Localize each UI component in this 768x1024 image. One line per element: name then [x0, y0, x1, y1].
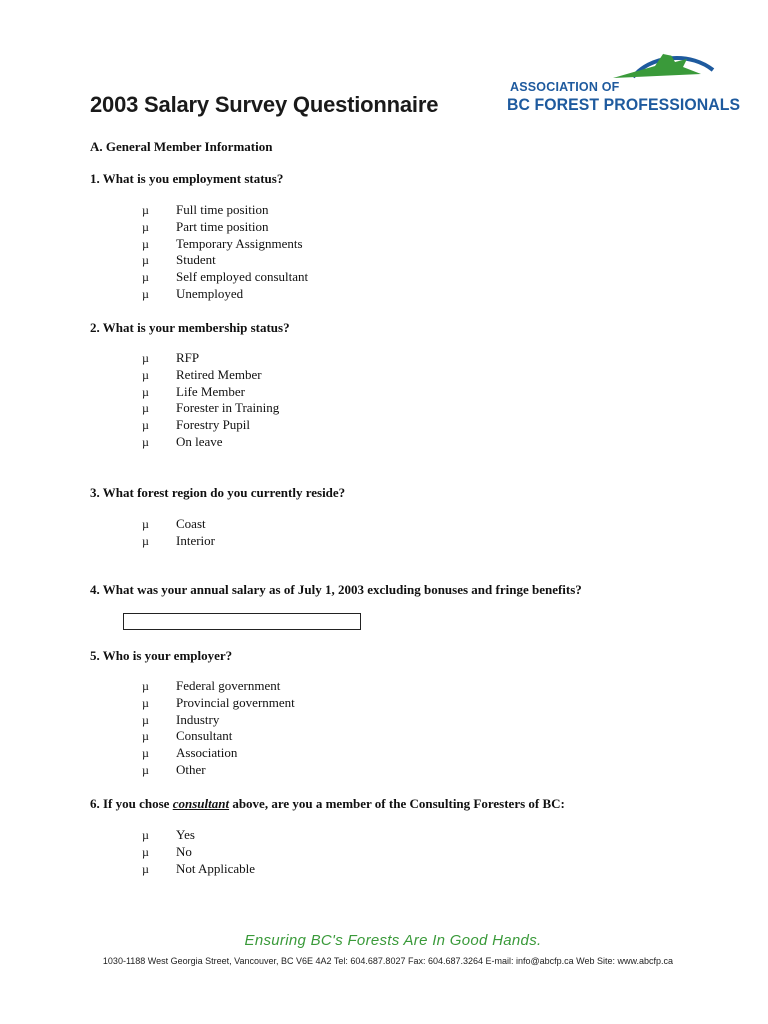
option-label: No [176, 843, 192, 859]
option-item[interactable] [142, 827, 255, 844]
bullet-icon: µ [142, 401, 149, 416]
option-label: Coast [176, 516, 206, 531]
option-item[interactable] [142, 384, 279, 401]
option-label: RFP [176, 350, 200, 365]
page-title: 2003 Salary Survey Questionnaire [90, 92, 439, 117]
bullet-icon: µ [142, 828, 149, 842]
option-item[interactable] [142, 400, 279, 417]
question-forest-region: 3. What forest region do you currently reside? [90, 485, 346, 500]
option-item[interactable] [142, 533, 215, 550]
question-membership-status: 2. What is your membership status? [90, 320, 290, 335]
bullet-icon: µ [142, 517, 149, 531]
logo-text-line2: BC FOREST PROFESSIONALS [507, 95, 741, 114]
bullet-icon: µ [142, 270, 149, 285]
options-membership-status [142, 350, 279, 451]
option-item[interactable] [142, 745, 295, 762]
option-item[interactable] [142, 236, 308, 253]
salary-input-box[interactable] [123, 613, 361, 630]
option-item[interactable] [142, 695, 295, 712]
bullet-icon: µ [142, 351, 149, 365]
option-item[interactable] [142, 678, 295, 695]
option-label: Other [176, 761, 206, 777]
option-item[interactable] [142, 202, 308, 219]
bullet-icon: µ [142, 286, 149, 301]
options-forest-region [142, 516, 215, 550]
option-label: Full time position [176, 202, 269, 217]
option-label: Consultant [176, 728, 233, 744]
option-item[interactable] [142, 286, 308, 303]
question-employer: 5. Who is your employer? [90, 648, 233, 663]
abcfp-logo [505, 32, 741, 122]
bullet-icon: µ [142, 746, 149, 761]
option-item[interactable] [142, 252, 308, 269]
question-text-part: 6. If you chose [90, 796, 173, 811]
option-label: Provincial government [176, 694, 295, 710]
bullet-icon: µ [142, 712, 149, 727]
option-label: Forester in Training [176, 400, 280, 416]
bullet-icon: µ [142, 533, 149, 548]
option-label: Forestry Pupil [176, 417, 251, 433]
bullet-icon: µ [142, 762, 149, 777]
option-item[interactable] [142, 861, 255, 878]
option-item[interactable] [142, 219, 308, 236]
option-label: Unemployed [176, 285, 244, 301]
options-employment-status [142, 202, 308, 303]
option-label: Yes [176, 827, 195, 842]
option-item[interactable] [142, 269, 308, 286]
bullet-icon: µ [142, 236, 149, 251]
option-item[interactable] [142, 516, 215, 533]
footer-contact: 1030-1188 West Georgia Street, Vancouver, BC V6E 4A2 Tel: 604.687.8027 Fax: 604.687.3264 E-mail: info@abcfp.ca Web Site: www.abcfp.ca [102, 956, 674, 966]
bullet-icon: µ [142, 679, 149, 693]
option-label: On leave [176, 433, 223, 449]
option-label: Retired Member [176, 366, 262, 382]
option-label: Temporary Assignments [176, 235, 303, 251]
option-label: Industry [176, 711, 220, 727]
option-label: Life Member [176, 383, 245, 399]
bullet-icon: µ [142, 695, 149, 710]
section-heading: A. General Member Information [90, 139, 273, 154]
bullet-icon: µ [142, 384, 149, 399]
option-label: Student [176, 252, 216, 268]
bullet-icon: µ [142, 367, 149, 382]
question-emphasis: consultant [172, 796, 230, 811]
question-consulting-foresters [90, 796, 565, 812]
bullet-icon: µ [142, 253, 149, 268]
options-consulting-foresters [142, 827, 255, 877]
bullet-icon: µ [142, 729, 149, 744]
tagline: Ensuring BC's Forests Are In Good Hands. [244, 932, 542, 949]
option-item[interactable] [142, 350, 279, 367]
bullet-icon: µ [142, 219, 149, 234]
options-employer [142, 678, 295, 779]
option-item[interactable] [142, 417, 279, 434]
option-item[interactable] [142, 762, 295, 779]
bullet-icon: µ [142, 844, 149, 859]
question-text-part: above, are you a member of the Consulting Foresters of BC: [229, 796, 565, 811]
question-employment-status: 1. What is you employment status? [90, 171, 284, 186]
option-item[interactable] [142, 728, 295, 745]
bullet-icon: µ [142, 418, 149, 433]
option-label: Not Applicable [176, 860, 256, 876]
option-item[interactable] [142, 844, 255, 861]
bullet-icon: µ [142, 434, 149, 449]
question-annual-salary: 4. What was your annual salary as of July 1, 2003 excluding bonuses and fringe benefits? [90, 582, 582, 597]
bullet-icon: µ [142, 861, 149, 876]
option-label: Self employed consultant [176, 269, 309, 285]
option-label: Part time position [176, 218, 269, 234]
option-label: Association [176, 745, 238, 761]
bullet-icon: µ [142, 203, 149, 217]
option-item[interactable] [142, 367, 279, 384]
option-item[interactable] [142, 434, 279, 451]
logo-text-line1: ASSOCIATION OF [510, 80, 620, 94]
option-label: Federal government [176, 678, 281, 693]
option-item[interactable] [142, 712, 295, 729]
option-label: Interior [176, 532, 215, 548]
